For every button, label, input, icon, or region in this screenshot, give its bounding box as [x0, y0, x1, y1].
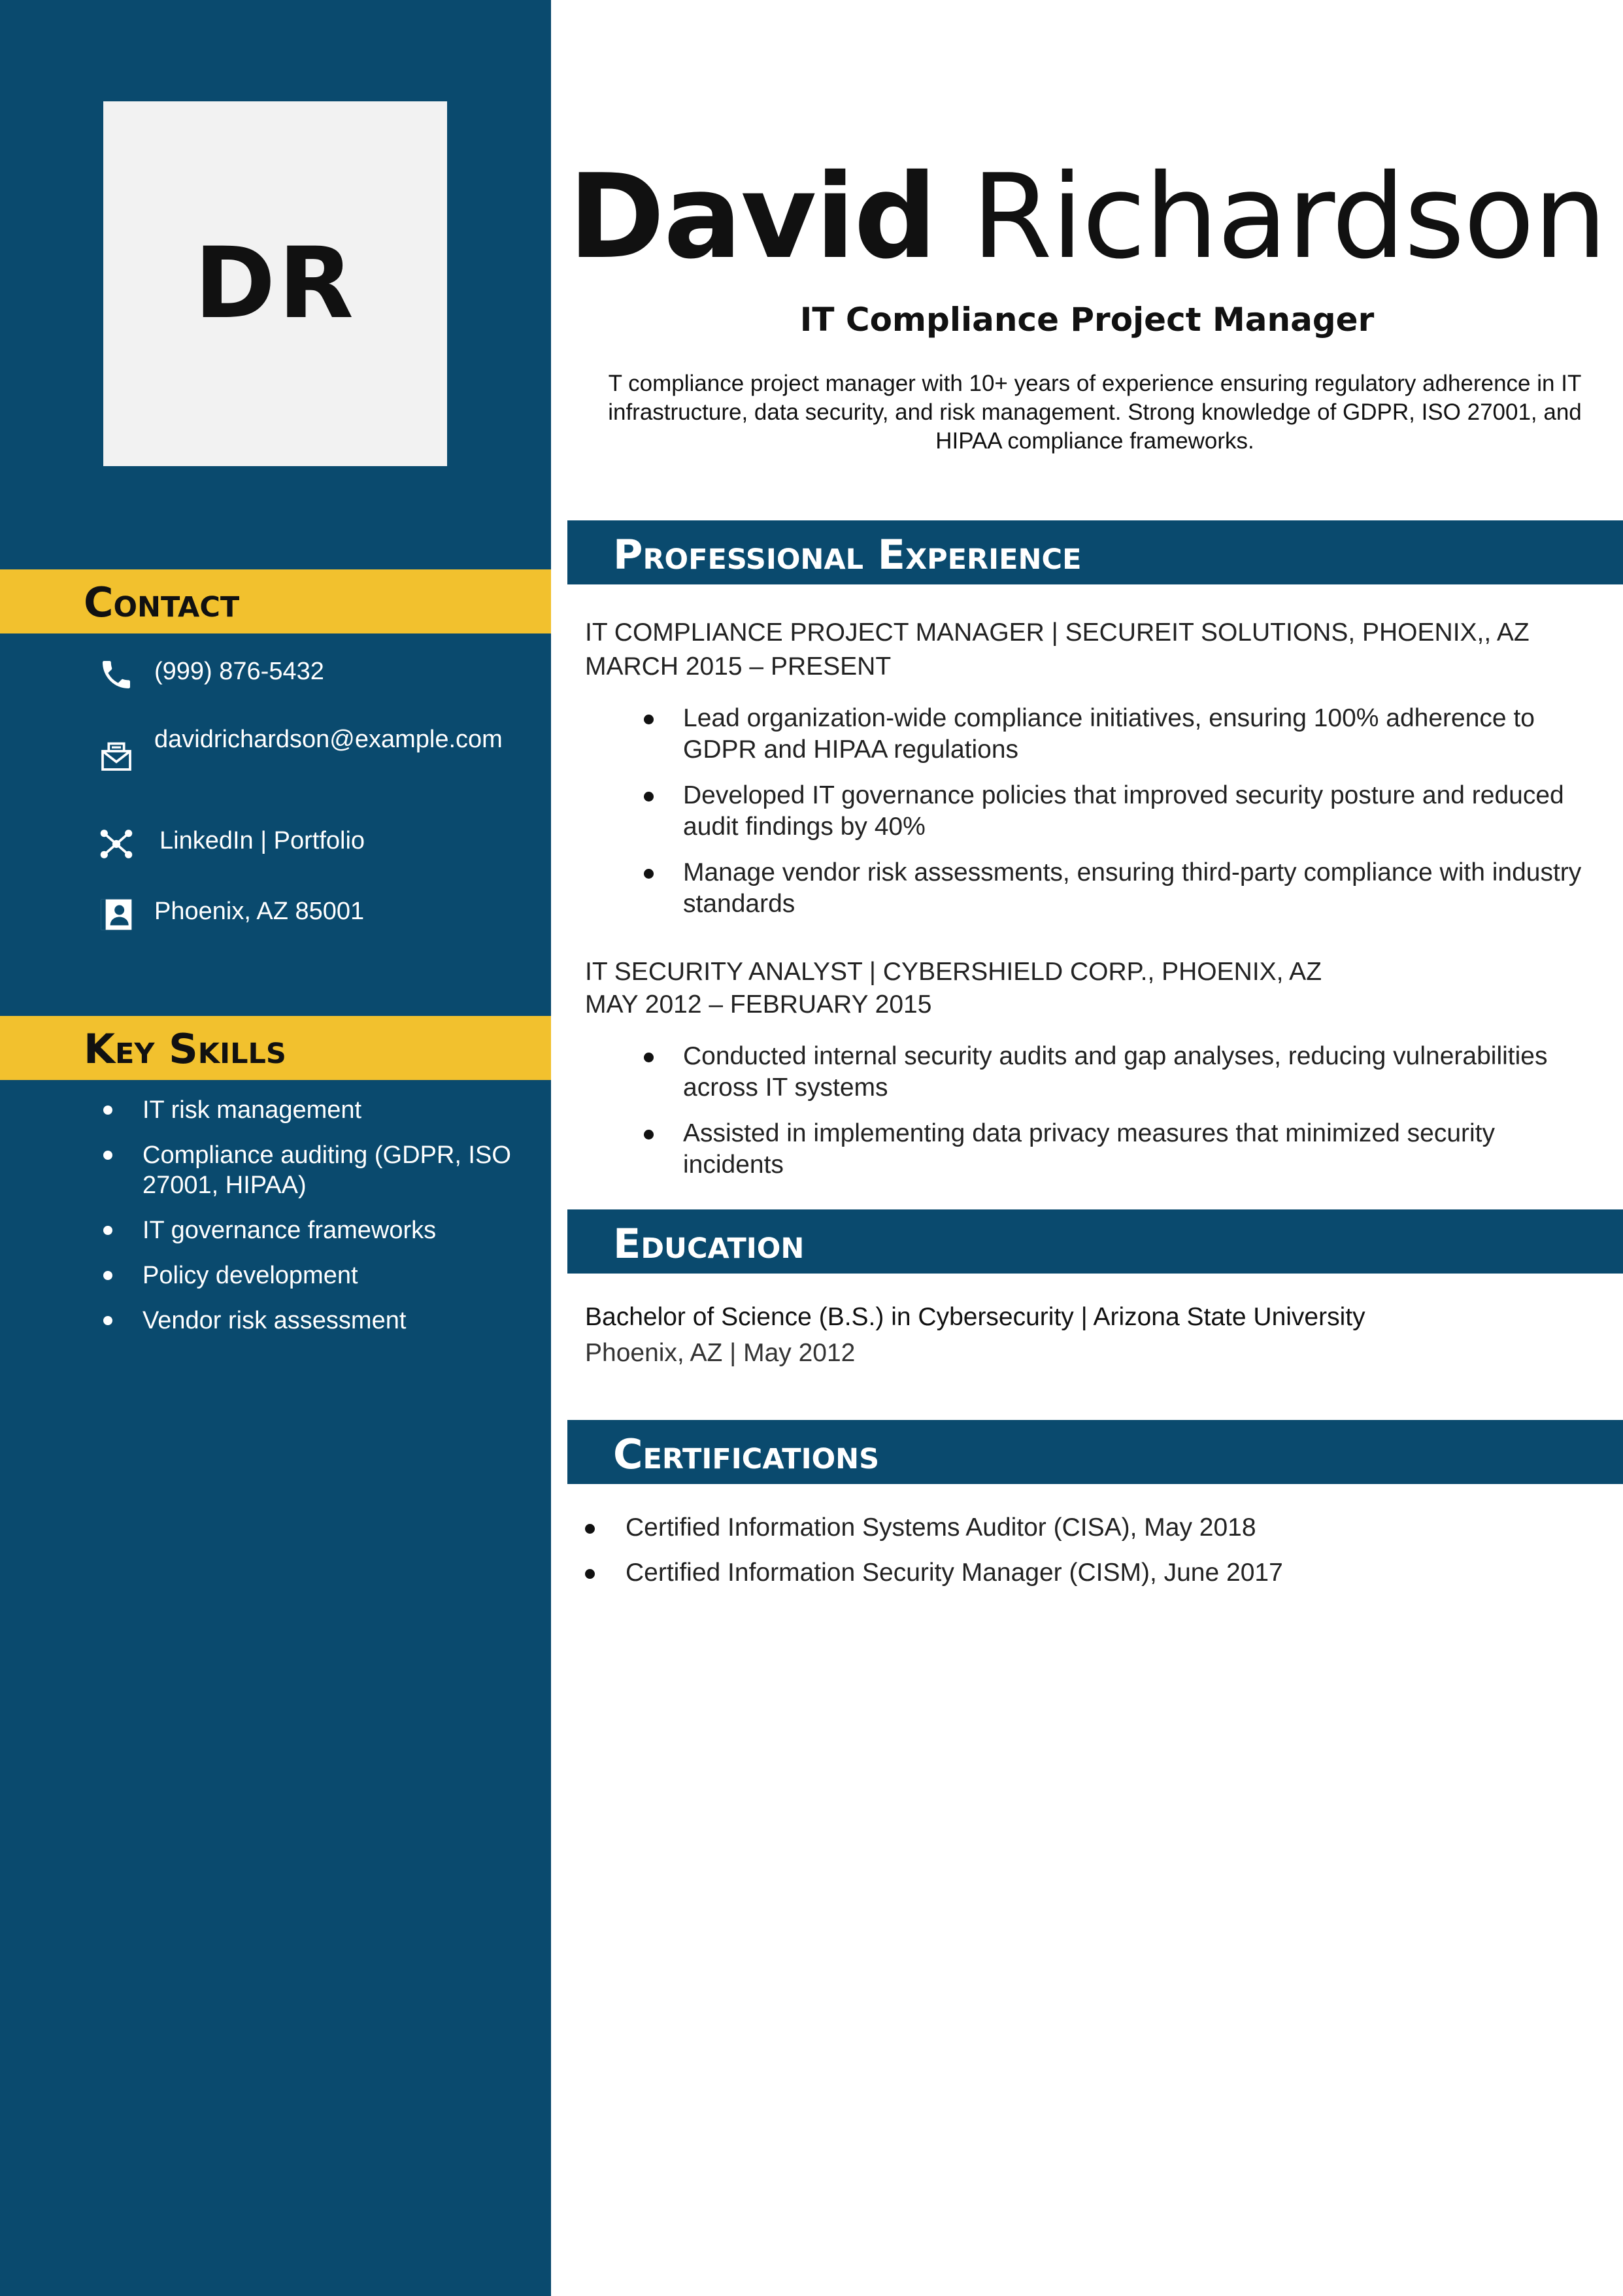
- list-item: Conducted internal security audits and gap analyses, reducing vulnerabilities across IT systems: [644, 1041, 1598, 1104]
- network-icon: [98, 826, 135, 862]
- list-item: IT governance frameworks: [103, 1215, 522, 1245]
- list-item: Compliance auditing (GDPR, ISO 27001, HIPAA): [103, 1140, 522, 1200]
- links-text[interactable]: LinkedIn | Portfolio: [159, 827, 365, 854]
- skills-list: [103, 1095, 522, 1351]
- skills-heading: Key Skills: [84, 1025, 286, 1073]
- job-2-dates: MAY 2012 – FEBRUARY 2015: [585, 990, 932, 1019]
- contact-heading-bar: [0, 569, 551, 633]
- list-item: Certified Information Systems Auditor (CISA), May 2018: [585, 1512, 1565, 1544]
- job-2-bullets: [644, 1041, 1598, 1195]
- phone-text[interactable]: (999) 876-5432: [154, 658, 324, 685]
- email-text[interactable]: davidrichardson@example.com: [154, 726, 503, 753]
- list-item: Assisted in implementing data privacy measures that minimized security incidents: [644, 1118, 1598, 1181]
- education-heading: Education: [613, 1220, 805, 1268]
- summary: T compliance project manager with 10+ years of experience ensuring regulatory adherence in IT infrastructure, data security, and risk management. Strong knowledge of GDPR, ISO 27001, and HIPAA compliance frameworks.: [608, 371, 1582, 454]
- job-1-bullets: [644, 703, 1598, 934]
- email-icon: [98, 737, 135, 774]
- phone-icon: [98, 656, 135, 693]
- avatar: [103, 101, 447, 466]
- contact-email: [98, 724, 520, 774]
- full-name: [551, 149, 1623, 284]
- contact-phone: [98, 656, 324, 693]
- certifications-list: [585, 1512, 1565, 1602]
- first-name: David: [568, 149, 936, 284]
- list-item: Lead organization-wide compliance initiatives, ensuring 100% adherence to GDPR and HIPAA regulations: [644, 703, 1598, 766]
- list-item: Certified Information Security Manager (CISM), June 2017: [585, 1557, 1565, 1589]
- job-title: IT Compliance Project Manager: [799, 301, 1375, 339]
- location-text: Phoenix, AZ 85001: [154, 898, 365, 925]
- education-heading-bar: [567, 1209, 1623, 1274]
- list-item: Policy development: [103, 1260, 522, 1291]
- job-1-dates: MARCH 2015 – PRESENT: [585, 652, 892, 681]
- education-degree: Bachelor of Science (B.S.) in Cybersecurity | Arizona State University: [585, 1303, 1365, 1331]
- job-2-role: IT SECURITY ANALYST | CYBERSHIELD CORP., PHOENIX, AZ: [585, 958, 1322, 986]
- avatar-initials: DR: [193, 227, 356, 341]
- education-detail: Phoenix, AZ | May 2012: [585, 1339, 856, 1367]
- list-item: IT risk management: [103, 1095, 522, 1125]
- list-item: Vendor risk assessment: [103, 1306, 522, 1336]
- list-item: Developed IT governance policies that improved security posture and reduced audit findings by 40%: [644, 780, 1598, 843]
- skills-heading-bar: [0, 1016, 551, 1080]
- experience-heading-bar: [567, 520, 1623, 584]
- certifications-heading: Certifications: [613, 1430, 880, 1478]
- job-1-role: IT COMPLIANCE PROJECT MANAGER | SECUREIT SOLUTIONS, PHOENIX,, AZ: [585, 618, 1530, 647]
- last-name: Richardson: [971, 149, 1606, 284]
- contact-location: [98, 896, 364, 933]
- contact-links: [98, 826, 365, 862]
- contact-card-icon: [98, 896, 135, 933]
- contact-heading: Contact: [84, 579, 240, 626]
- certifications-heading-bar: [567, 1420, 1623, 1484]
- experience-heading: Professional Experience: [613, 531, 1082, 579]
- list-item: Manage vendor risk assessments, ensuring third-party compliance with industry standards: [644, 857, 1598, 920]
